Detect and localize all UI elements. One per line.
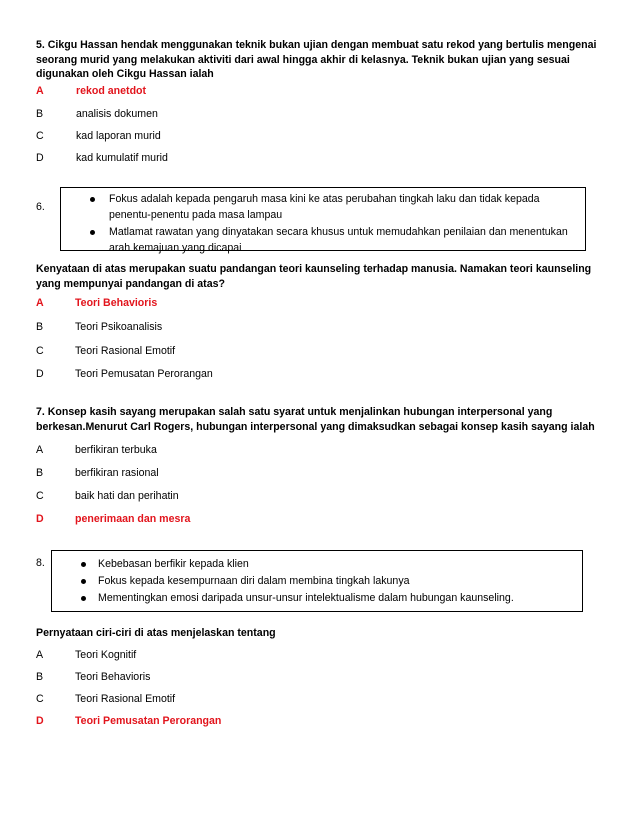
option-letter: D bbox=[36, 368, 44, 380]
option-text: Teori Kognitif bbox=[75, 649, 137, 661]
bullet-icon bbox=[81, 596, 86, 601]
option-text: Teori Behavioris bbox=[75, 671, 151, 683]
option-text: kad laporan murid bbox=[76, 130, 161, 142]
bullet-icon bbox=[90, 197, 95, 202]
option-text: Teori Behavioris bbox=[75, 297, 158, 309]
q6-question-text: Kenyataan di atas merupakan suatu pandangan teori kaunseling terhadap manusia. Namakan teori kaunseling yang mempunyai pandangan di atas? bbox=[36, 263, 592, 290]
option-letter: C bbox=[36, 693, 44, 705]
option-text: Teori Rasional Emotif bbox=[75, 345, 176, 357]
option-text: berfikiran rasional bbox=[75, 467, 159, 479]
option-letter: D bbox=[36, 513, 44, 525]
bullet-icon bbox=[81, 562, 86, 567]
option-text: analisis dokumen bbox=[76, 108, 158, 120]
option-letter: C bbox=[36, 490, 44, 502]
q8-statement-3 bbox=[98, 590, 572, 607]
option-letter: B bbox=[36, 321, 44, 333]
option-text: Teori Pemusatan Perorangan bbox=[75, 715, 222, 727]
option-letter: B bbox=[36, 671, 44, 683]
q6-statement-box bbox=[60, 187, 586, 254]
q6-statement-list bbox=[61, 192, 585, 256]
q6-statement-1 bbox=[109, 192, 575, 223]
q8-statement-2 bbox=[98, 573, 572, 590]
option-text: berfikiran terbuka bbox=[75, 444, 157, 456]
bullet-icon bbox=[81, 579, 86, 584]
bullet-icon bbox=[90, 230, 95, 235]
q8-number: 8. bbox=[36, 557, 45, 569]
option-letter: C bbox=[36, 345, 44, 357]
option-letter: B bbox=[36, 108, 44, 120]
option-letter: A bbox=[36, 297, 44, 309]
option-text: Teori Rasional Emotif bbox=[75, 693, 176, 705]
option-letter: D bbox=[36, 715, 44, 727]
option-letter: D bbox=[36, 152, 44, 164]
q6-number: 6. bbox=[36, 201, 45, 213]
option-text: rekod anetdot bbox=[76, 85, 147, 97]
q8-question-text: Pernyataan ciri-ciri di atas menjelaskan tentang bbox=[36, 627, 276, 639]
option-letter: B bbox=[36, 467, 44, 479]
option-text: penerimaan dan mesra bbox=[75, 513, 191, 525]
statement-text: Mementingkan emosi daripada unsur-unsur intelektualisme dalam hubungan kaunseling. bbox=[98, 592, 514, 604]
option-letter: A bbox=[36, 85, 44, 97]
option-text: Teori Psikoanalisis bbox=[75, 321, 163, 333]
statement-text: Kebebasan berfikir kepada klien bbox=[98, 558, 249, 570]
q7-question-text: 7. Konsep kasih sayang merupakan salah satu syarat untuk menjalinkan hubungan interpersonal yang berkesan.Menurut Carl Rogers, hubungan interpersonal yang dimaksudkan sebagai konsep kasih sayang ialah bbox=[36, 406, 595, 433]
q5-question-text: 5. Cikgu Hassan hendak menggunakan teknik bukan ujian dengan membuat satu rekod yang bertulis mengenai seorang murid yang melakukan aktiviti dari awal hingga akhir di kelasnya. Teknik bukan ujian yang sesuai digunakan oleh Cikgu Hassan ialah bbox=[36, 39, 597, 80]
statement-text: Fokus kepada kesempurnaan diri dalam membina tingkah lakunya bbox=[98, 575, 410, 587]
option-letter: C bbox=[36, 130, 44, 142]
statement-text: Fokus adalah kepada pengaruh masa kini ke atas perubahan tingkah laku dan tidak kepada penentu-penentu pada masa lampau bbox=[109, 193, 540, 221]
option-letter: A bbox=[36, 444, 44, 456]
option-letter: A bbox=[36, 649, 44, 661]
q8-statement-box bbox=[51, 550, 583, 612]
q8-statement-1 bbox=[98, 556, 572, 573]
q6-statement-2 bbox=[109, 225, 575, 256]
q8-statement-list bbox=[52, 556, 582, 607]
option-text: kad kumulatif murid bbox=[76, 152, 168, 164]
option-text: Teori Pemusatan Perorangan bbox=[75, 368, 213, 380]
option-text: baik hati dan perihatin bbox=[75, 490, 179, 502]
statement-text: Matlamat rawatan yang dinyatakan secara khusus untuk memudahkan penilaian dan menentukan arah kemajuan yang dicapai bbox=[109, 226, 568, 254]
